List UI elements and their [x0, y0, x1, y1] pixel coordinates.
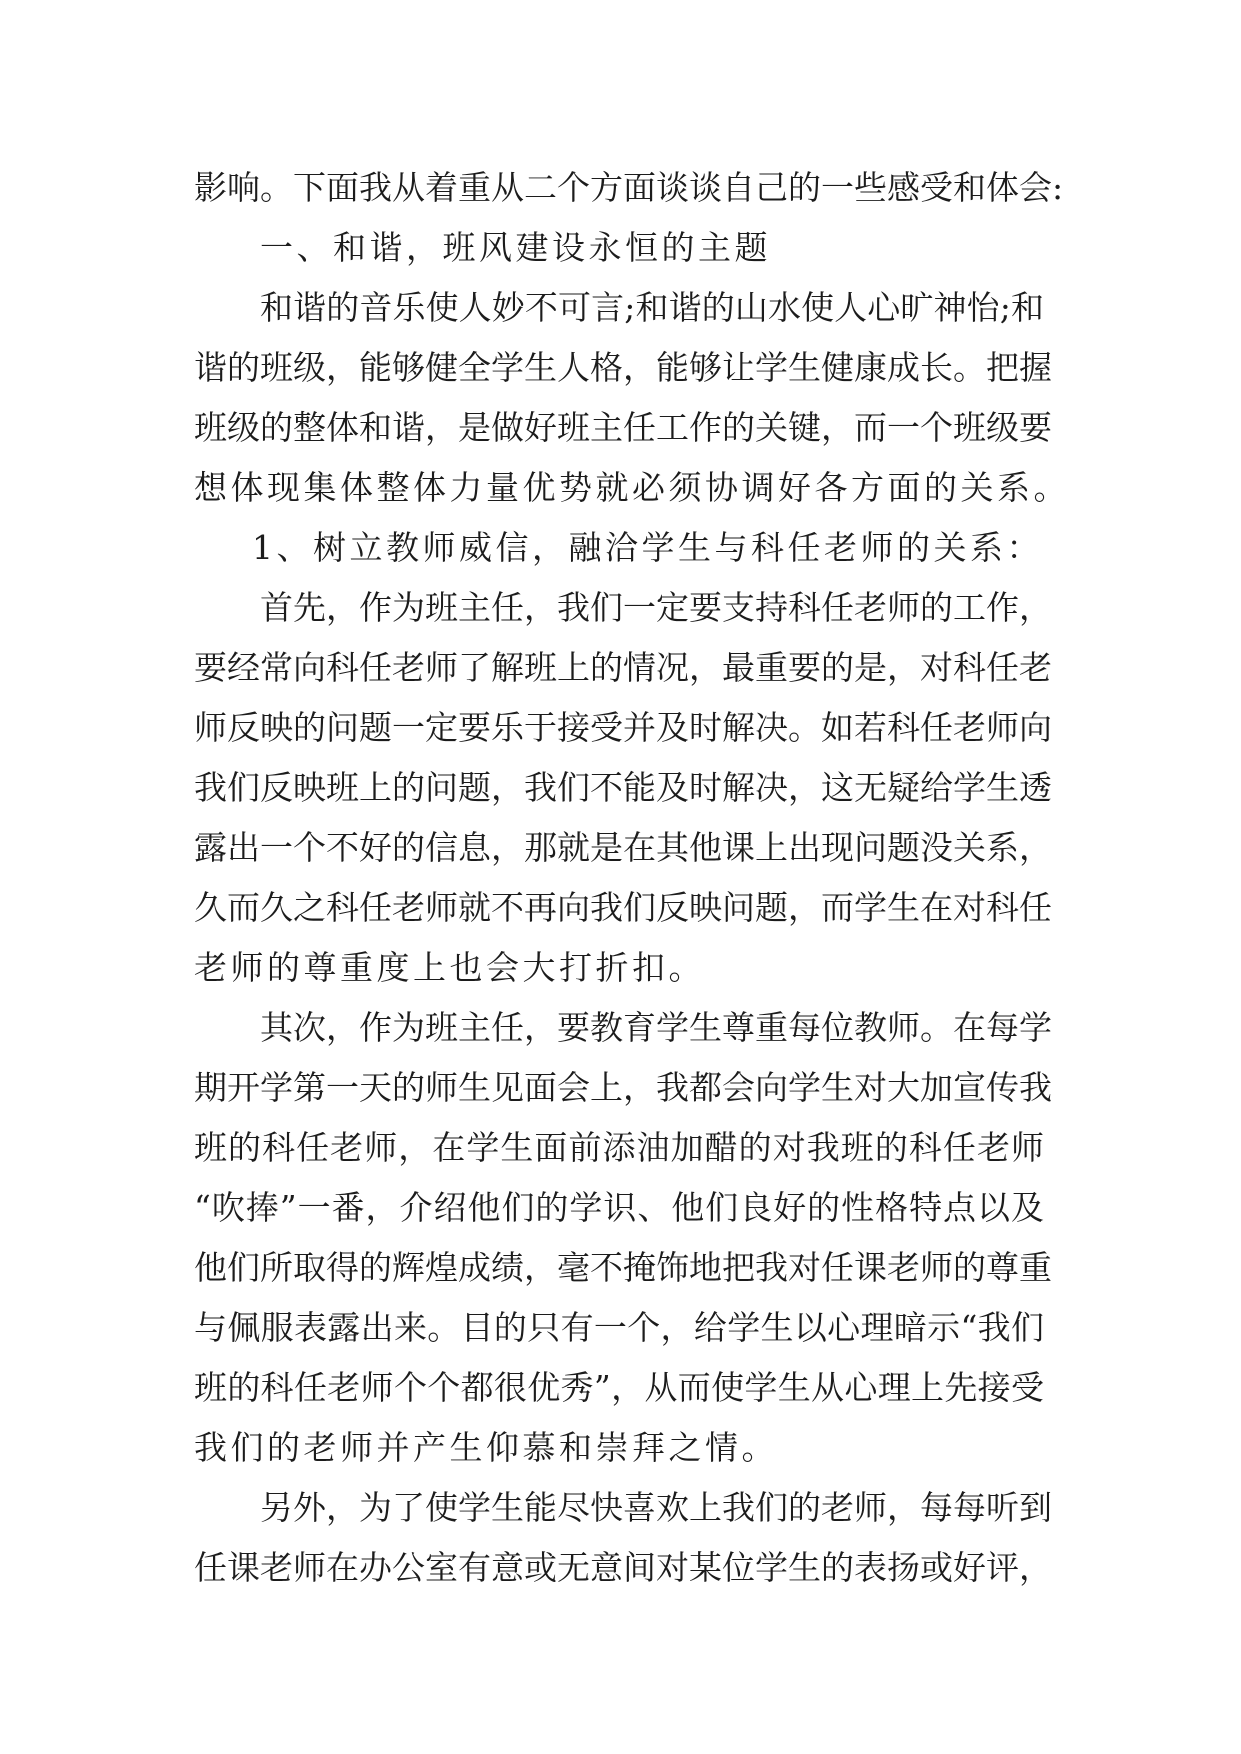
- section-heading: 一、和谐，班风建设永恒的主题: [260, 228, 771, 267]
- paragraph-line: 我们的老师并产生仰慕和崇拜之情。: [194, 1428, 778, 1467]
- paragraph-line: 班的科任老师，在学生面前添油加醋的对我班的科任老师: [194, 1128, 1044, 1167]
- paragraph-line: 与佩服表露出来。目的只有一个，给学生以心理暗示“我们: [194, 1308, 1044, 1347]
- paragraph-line: 久而久之科任老师就不再向我们反映问题，而学生在对科任: [194, 888, 1052, 927]
- paragraph-line: 要经常向科任老师了解班上的情况，最重要的是，对科任老: [194, 648, 1052, 687]
- paragraph-line: 影响。下面我从着重从二个方面谈谈自己的一些感受和体会:: [194, 168, 1064, 207]
- paragraph-line: 师反映的问题一定要乐于接受并及时解决。如若科任老师向: [194, 708, 1052, 747]
- paragraph-line: 想体现集体整体力量优势就必须协调好各方面的关系。: [194, 468, 1070, 507]
- paragraph-line: 班的科任老师个个都很优秀”，从而使学生从心理上先接受: [194, 1368, 1044, 1407]
- paragraph-line: 期开学第一天的师生见面会上，我都会向学生对大加宣传我: [194, 1068, 1052, 1107]
- paragraph-line: 任课老师在办公室有意或无意间对某位学生的表扬或好评，: [194, 1548, 1052, 1587]
- paragraph-line: “吹捧”一番，介绍他们的学识、他们良好的性格特点以及: [194, 1188, 1044, 1227]
- paragraph-line: 班级的整体和谐，是做好班主任工作的关键，而一个班级要: [194, 408, 1052, 447]
- paragraph-line: 谐的班级，能够健全学生人格，能够让学生健康成长。把握: [194, 348, 1052, 387]
- document-body: [194, 158, 1070, 1598]
- paragraph-line: 首先，作为班主任，我们一定要支持科任老师的工作，: [260, 588, 1052, 627]
- paragraph-line: 我们反映班上的问题，我们不能及时解决，这无疑给学生透: [194, 768, 1052, 807]
- paragraph-line: 其次，作为班主任，要教育学生尊重每位教师。在每学: [260, 1008, 1052, 1047]
- subsection-heading: 1、树立教师威信，融洽学生与科任老师的关系：: [252, 528, 1043, 567]
- paragraph-line: 另外，为了使学生能尽快喜欢上我们的老师，每每听到: [260, 1488, 1052, 1527]
- paragraph-line: 露出一个不好的信息，那就是在其他课上出现问题没关系，: [194, 828, 1052, 867]
- paragraph-line: 老师的尊重度上也会大打折扣。: [194, 948, 705, 987]
- paragraph-line: 他们所取得的辉煌成绩，毫不掩饰地把我对任课老师的尊重: [194, 1248, 1052, 1287]
- paragraph-line: 和谐的音乐使人妙不可言;和谐的山水使人心旷神怡;和: [260, 288, 1044, 327]
